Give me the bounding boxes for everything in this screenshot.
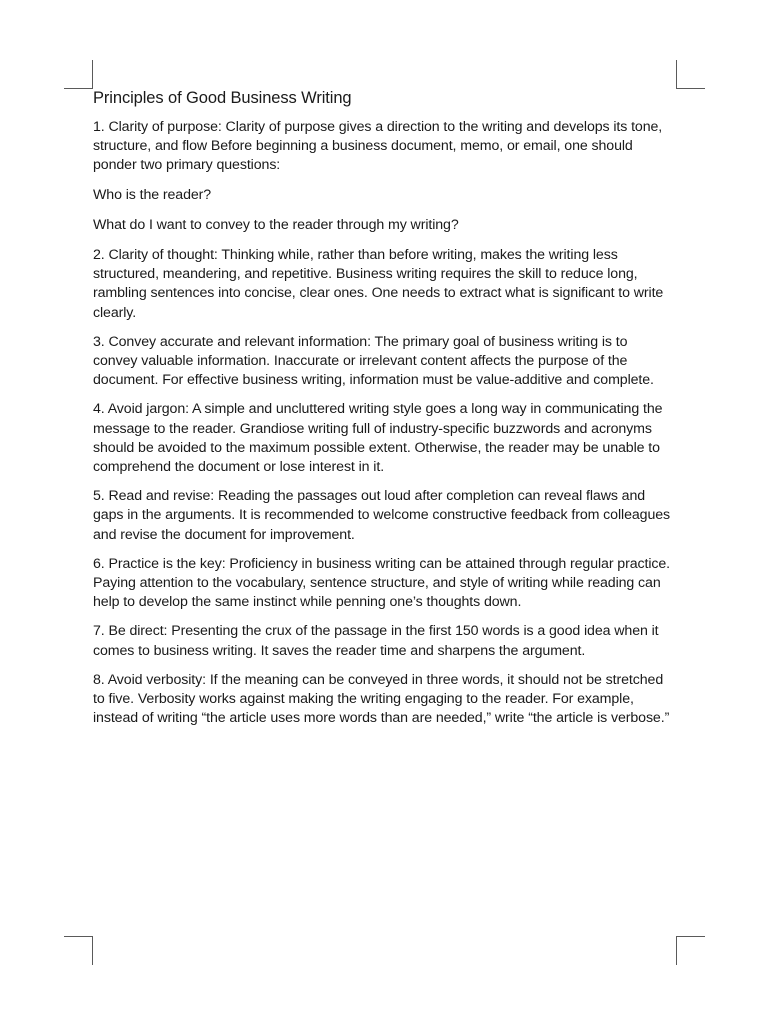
paragraph-practice: 6. Practice is the key: Proficiency in business writing can be attained through regular practice. Paying attention to the vocabulary, sentence structure, and style of writing while reading can help to develop the same instinct while penning one’s thoughts down. — [93, 555, 671, 611]
crop-mark-bottom-right — [676, 936, 705, 965]
paragraph-avoid-verbosity: 8. Avoid verbosity: If the meaning can be conveyed in three words, it should not be stretched to five. Verbosity works against making the writing engaging to the reader. For example, instead of writing “the article uses more words than are needed,” write “the article is verbose.” — [93, 671, 670, 727]
paragraph-clarity-of-purpose: 1. Clarity of purpose: Clarity of purpose gives a direction to the writing and develops its tone, structure, and flow Before beginning a business document, memo, or email, one should ponder two primary questions: — [93, 119, 663, 174]
document-body — [93, 88, 673, 738]
document-title: Principles of Good Business Writing — [93, 89, 352, 107]
crop-mark-top-right — [676, 60, 705, 89]
question-who-is-reader: Who is the reader? — [93, 186, 212, 203]
paragraph-accurate-information: 3. Convey accurate and relevant information: The primary goal of business writing is to convey valuable information. Inaccurate or irrelevant content affects the purpose of the document. For effective business writing, information must be value-additive and complete. — [93, 333, 654, 389]
paragraph-avoid-jargon: 4. Avoid jargon: A simple and uncluttered writing style goes a long way in communicating the message to the reader. Grandiose writing full of industry-specific buzzwords and acronyms should be avoided to the maximum possible extent. Otherwise, the reader may be unable to comprehend the document or lose interest in it. — [93, 401, 663, 476]
question-what-to-convey: What do I want to convey to the reader through my writing? — [93, 216, 459, 233]
paragraph-clarity-of-thought: 2. Clarity of thought: Thinking while, rather than before writing, makes the writing less structured, meandering, and repetitive. Business writing requires the skill to reduce long, rambling sentences into concise, clear ones. One needs to extract what is significant to write clearly. — [93, 247, 664, 321]
paragraph-be-direct: 7. Be direct: Presenting the crux of the passage in the first 150 words is a good idea when it comes to business writing. It saves the reader time and sharpens the argument. — [93, 623, 659, 659]
paragraph-read-and-revise: 5. Read and revise: Reading the passages out loud after completion can reveal flaws and gaps in the arguments. It is recommended to welcome constructive feedback from colleagues and revise the document for improvement. — [93, 488, 671, 543]
crop-mark-top-left — [64, 60, 93, 89]
crop-mark-bottom-left — [64, 936, 93, 965]
